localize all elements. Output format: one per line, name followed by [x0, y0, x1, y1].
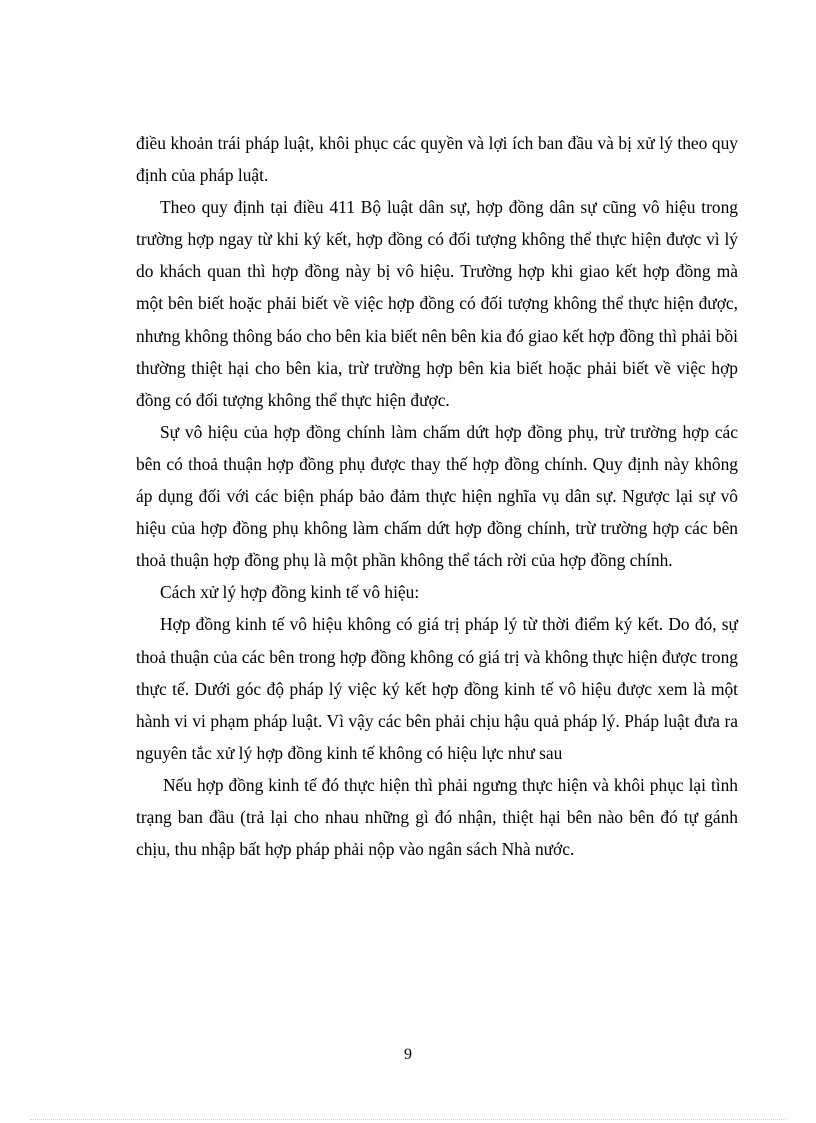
page-number: 9 [404, 1046, 412, 1063]
paragraph-economic-contract-invalid: Hợp đồng kinh tế vô hiệu không có giá trị pháp lý từ thời điểm ký kết. Do đó, sự thoả thuận của các bên trong hợp đồng không có giá trị và không thực hiện được trong thực tế. Dưới góc độ pháp lý việc ký kết hợp đồng kinh tế vô hiệu được xem là một hành vi vi phạm pháp luật. Vì vậy các bên phải chịu hậu quả pháp lý. Pháp luật đưa ra nguyên tắc xử lý hợp đồng kinh tế không có hiệu lực như sau [136, 614, 738, 763]
paragraph-handling-heading: Cách xử lý hợp đồng kinh tế vô hiệu: [160, 582, 420, 603]
page-bottom-divider [30, 1119, 786, 1120]
document-body [136, 127, 738, 865]
paragraph-continuation: điều khoản trái pháp luật, khôi phục các quyền và lợi ích ban đầu và bị xử lý theo quy định của pháp luật. [136, 133, 738, 186]
paragraph-main-contract-invalidity: Sự vô hiệu của hợp đồng chính làm chấm dứt hợp đồng phụ, trừ trường hợp các bên có thoả thuận hợp đồng phụ được thay thế hợp đồng chính. Quy định này không áp dụng đối với các biện pháp bảo đảm thực hiện nghĩa vụ dân sự. Ngược lại sự vô hiệu của hợp đồng phụ không làm chấm dứt hợp đồng chính, trừ trường hợp các bên thoả thuận hợp đồng phụ là một phần không thể tách rời của hợp đồng chính. [136, 421, 738, 571]
paragraph-restore-original-state: Nếu hợp đồng kinh tế đó thực hiện thì phải ngưng thực hiện và khôi phục lại tình trạng ban đầu (trả lại cho nhau những gì đó nhận, thiệt hại bên nào bên đó tự gánh chịu, thu nhập bất hợp pháp phải nộp vào ngân sách Nhà nước. [136, 774, 738, 860]
paragraph-article-411: Theo quy định tại điều 411 Bộ luật dân sự, hợp đồng dân sự cũng vô hiệu trong trường hợp ngay từ khi ký kết, hợp đồng có đối tượng không thể thực hiện được vì lý do khách quan thì hợp đồng này bị vô hiệu. Trường hợp khi giao kết hợp đồng mà một bên biết hoặc phải biết về việc hợp đồng có đối tượng không thể thực hiện được, nhưng không thông báo cho bên kia biết nên bên kia đó giao kết hợp đồng thì phải bồi thường thiệt hại cho bên kia, trừ trường hợp bên kia biết hoặc phải biết về việc hợp đồng có đối tượng không thể thực hiện được. [136, 197, 738, 410]
